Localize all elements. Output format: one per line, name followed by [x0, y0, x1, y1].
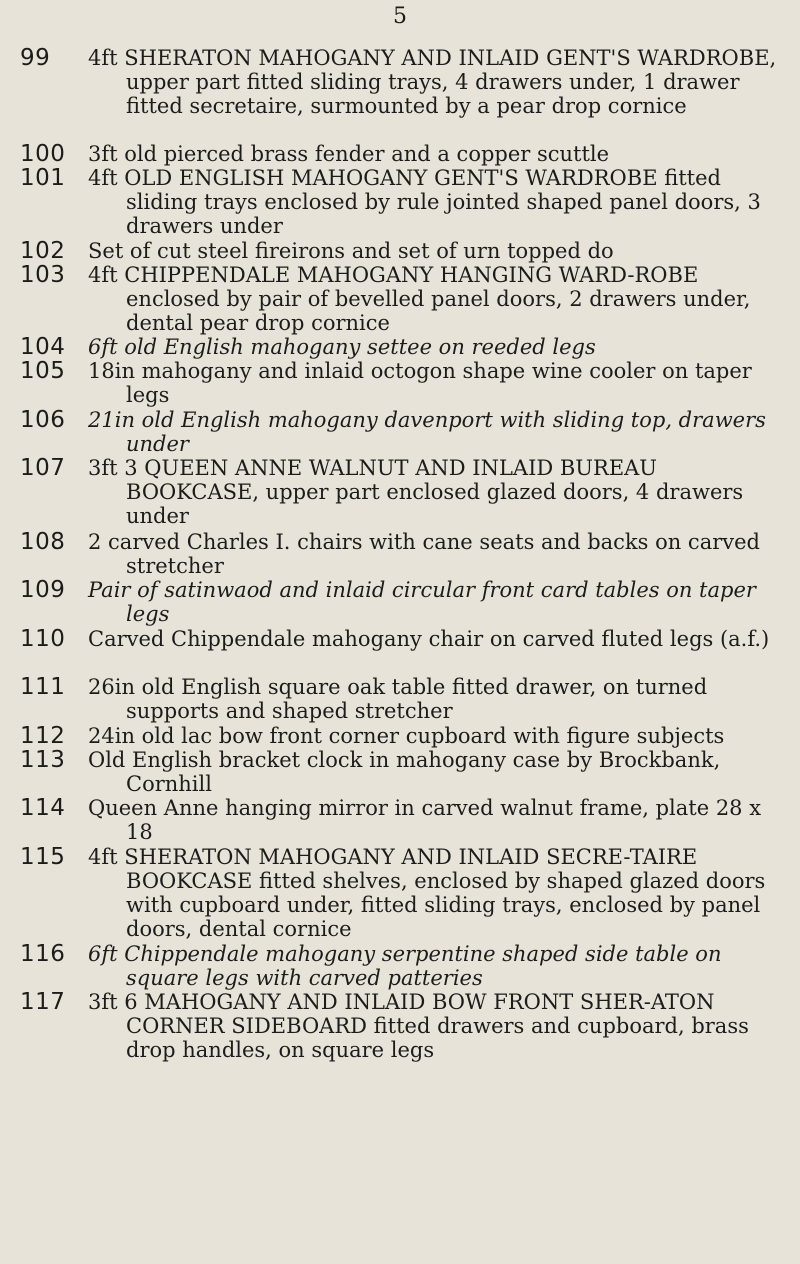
lot-number: 109	[20, 577, 66, 603]
lot-description: 3ft 6 MAHOGANY AND INLAID BOW FRONT SHER-ATON CORNER SIDEBOARD fitted drawers and cupboard, brass drop handles, on square legs	[88, 990, 749, 1063]
lot-number: 105	[20, 358, 66, 384]
lot-description: 6ft old English mahogany settee on reeded legs	[88, 335, 596, 359]
lot-number: 106	[20, 407, 66, 433]
lot-description: 26in old English square oak table fitted drawer, on turned supports and shaped stretcher	[88, 675, 708, 724]
lot-description: Old English bracket clock in mahogany case by Brockbank, Cornhill	[88, 748, 721, 797]
lot-number: 101	[20, 165, 66, 191]
lot-number: 107	[20, 455, 66, 481]
lot-description: 3ft 3 QUEEN ANNE WALNUT AND INLAID BUREAU BOOKCASE, upper part enclosed glazed doors, 4 drawers under	[88, 456, 744, 529]
lot-number: 114	[20, 795, 66, 821]
lot-description: Pair of satinwaod and inlaid circular front card tables on taper legs	[88, 578, 756, 627]
lot-number: 99	[20, 45, 51, 71]
lot-number: 117	[20, 989, 66, 1015]
lot-number: 116	[20, 941, 66, 967]
lot-description: 3ft old pierced brass fender and a copper scuttle	[88, 142, 610, 166]
lot-description: 6ft Chippendale mahogany serpentine shaped side table on square legs with carved patteries	[88, 942, 722, 991]
page-number: 5	[393, 4, 407, 29]
lot-description: 2 carved Charles I. chairs with cane seats and backs on carved stretcher	[88, 530, 760, 579]
lot-description: 4ft SHERATON MAHOGANY AND INLAID SECRE-TAIRE BOOKCASE fitted shelves, enclosed by shaped glazed doors with cupboard under, fitted sliding trays, enclosed by panel doors, dental cornice	[88, 845, 766, 942]
lot-description: Set of cut steel fireirons and set of urn topped do	[88, 239, 614, 263]
lot-number: 111	[20, 674, 66, 700]
lot-number: 103	[20, 262, 66, 288]
lot-number: 104	[20, 334, 66, 360]
lot-description: Queen Anne hanging mirror in carved walnut frame, plate 28 x 18	[88, 796, 762, 845]
lot-description: 4ft CHIPPENDALE MAHOGANY HANGING WARD-ROBE enclosed by pair of bevelled panel doors, 2 drawers under, dental pear drop cornice	[88, 263, 751, 336]
lot-description: 4ft SHERATON MAHOGANY AND INLAID GENT'S WARDROBE, upper part fitted sliding trays, 4 drawers under, 1 drawer fitted secretaire, surmounted by a pear drop cornice	[88, 46, 777, 119]
lot-number: 113	[20, 747, 66, 773]
lot-description: Carved Chippendale mahogany chair on carved fluted legs (a.f.)	[88, 627, 770, 651]
lot-description: 4ft OLD ENGLISH MAHOGANY GENT'S WARDROBE fitted sliding trays enclosed by rule jointed shaped panel doors, 3 drawers under	[88, 166, 761, 239]
lot-number: 110	[20, 626, 66, 652]
lot-number: 108	[20, 529, 66, 555]
lot-number: 112	[20, 723, 66, 749]
lot-description: 21in old English mahogany davenport with sliding top, drawers under	[88, 408, 766, 457]
lot-number: 115	[20, 844, 66, 870]
lot-number: 100	[20, 141, 66, 167]
lot-number: 102	[20, 238, 66, 264]
lot-description: 24in old lac bow front corner cupboard with figure subjects	[88, 724, 725, 748]
lot-description: 18in mahogany and inlaid octogon shape wine cooler on taper legs	[88, 359, 752, 408]
